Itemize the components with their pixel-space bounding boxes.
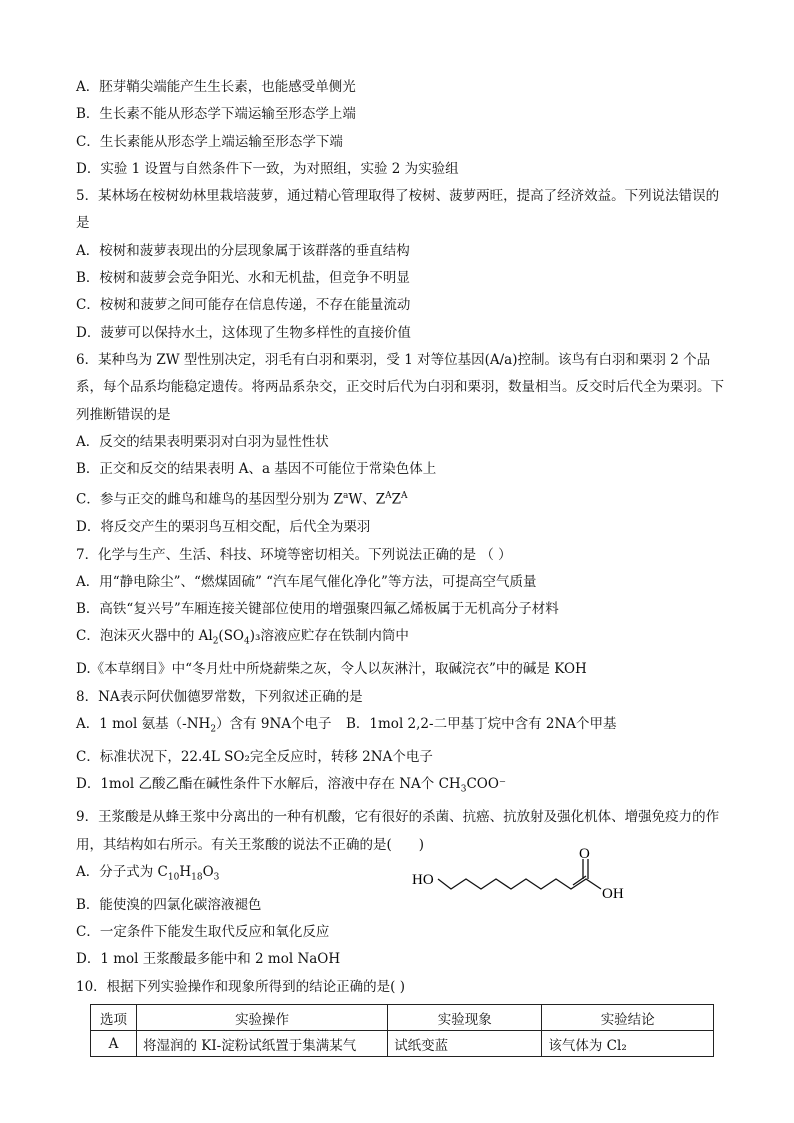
question-8: 8．NA表示阿伏伽德罗常数，下列叙述正确的是 bbox=[76, 688, 363, 705]
header-conclusion: 实验结论 bbox=[542, 1005, 714, 1031]
table-header-row bbox=[91, 1005, 714, 1031]
row-option: A bbox=[91, 1031, 137, 1057]
q6-option-d: D．将反交产生的栗羽鸟互相交配，后代全为栗羽 bbox=[76, 519, 371, 536]
header-option: 选项 bbox=[91, 1005, 137, 1031]
q5-option-d: D．菠萝可以保持水土，这体现了生物多样性的直接价值 bbox=[76, 324, 411, 341]
q7-option-d: D.《本草纲目》中“冬月灶中所烧薪柴之灰，令人以灰淋汁，取碱浣衣”中的碱是 KOH bbox=[76, 661, 587, 678]
ho-label: HO bbox=[412, 872, 434, 889]
q4-option-b: B．生长素不能从形态学下端运输至形态学上端 bbox=[76, 106, 356, 123]
q5-option-c: C．桉树和菠萝之间可能存在信息传递，不存在能量流动 bbox=[76, 297, 411, 314]
q5-option-a: A．桉树和菠萝表现出的分层现象属于该群落的垂直结构 bbox=[76, 242, 410, 259]
carbon-chain bbox=[438, 879, 601, 889]
q8-option-a: A．1 mol 氨基$(-NH_2)$含有 9NA个电子 bbox=[76, 716, 332, 735]
question-9: 9．王浆酸是从蜂王浆中分离出的一种有机酸，它有很好的杀菌、抗癌、抗放射及强化机体、增强免疫力的作用，其结构如右所示。有关王浆酸的说法不正确的是( ) bbox=[76, 809, 720, 853]
question-9-block bbox=[76, 804, 726, 973]
royal-jelly-acid-structure bbox=[410, 848, 638, 910]
question-5: 5．某林场在桉树幼林里栽培菠萝，通过精心管理取得了桉树、菠萝两旺，提高了经济效益。下列说法错误的是 bbox=[76, 188, 720, 232]
row-conclusion: 该气体为 Cl₂ bbox=[542, 1031, 714, 1057]
q7-option-c: C．泡沫灭火器中的 $Al_2(SO_4)_3$溶液应贮存在铁制内筒中 bbox=[76, 628, 409, 648]
header-operation: 实验操作 bbox=[136, 1005, 387, 1031]
q9-option-b: B．能使溴的四氯化碳溶液褪色 bbox=[76, 896, 262, 913]
q9-option-a: A．分子式为 $C_{10}H_{18}O_3$ bbox=[76, 863, 220, 883]
question-7: 7．化学与生产、生活、科技、环境等密切相关。下列说法正确的是 （ ） bbox=[76, 546, 512, 563]
q7-option-b: B．高铁“复兴号”车厢连接关键部位使用的增强聚四氟乙烯板属于无机高分子材料 bbox=[76, 601, 559, 618]
exam-page bbox=[76, 74, 726, 1057]
q8-option-b: B．1mol 2,2-二甲基丁烷中含有 2NA个甲基 bbox=[346, 716, 617, 733]
q7-option-a: A．用“静电除尘”、“燃煤固硫” “汽车尾气催化净化”等方法，可提高空气质量 bbox=[76, 573, 537, 590]
q6-option-b: B．正交和反交的结果表明 A、a 基因不可能位于常染色体上 bbox=[76, 461, 437, 478]
row-phenomenon: 试纸变蓝 bbox=[388, 1031, 542, 1057]
question-10: 10．根据下列实验操作和现象所得到的结论正确的是( ) bbox=[76, 978, 406, 995]
q9-option-d: D．1 mol 王浆酸最多能中和 2 mol NaOH bbox=[76, 951, 341, 968]
q8-option-d: D．1mol 乙酸乙酯在碱性条件下水解后，溶液中存在 NA个 $CH_3COO^-$ bbox=[76, 776, 507, 795]
experiment-table bbox=[90, 1004, 714, 1057]
q9-option-c: C．一定条件下能发生取代反应和氧化反应 bbox=[76, 924, 330, 941]
q4-option-c: C．生长素能从形态学上端运输至形态学下端 bbox=[76, 133, 343, 150]
row-operation: 将湿润的 KI-淀粉试纸置于集满某气 bbox=[136, 1031, 387, 1057]
q4-option-a: A．胚芽鞘尖端能产生生长素，也能感受单侧光 bbox=[76, 79, 356, 95]
q8-option-c: C．标准状况下，22.4L SO₂完全反应时，转移 2NA个电子 bbox=[76, 749, 433, 765]
q8-options-ab bbox=[76, 711, 726, 744]
q4-option-d: D．实验 1 设置与自然条件下一致，为对照组，实验 2 为实验组 bbox=[76, 160, 459, 177]
question-6: 6．某种鸟为 ZW 型性别决定，羽毛有白羽和栗羽，受 1 对等位基因(A/a)控制。该鸟有白羽和栗羽 2 个品系，每个品系均能稳定遗传。将两品系杂交，正交时后代为白羽和栗羽，数量相当。反交时后代全为栗羽。下列推断错误的是 bbox=[76, 351, 724, 423]
oh-label: OH bbox=[602, 886, 624, 903]
q6-option-a: A．反交的结果表明栗羽对白羽为显性性状 bbox=[76, 433, 329, 450]
q5-option-b: B．桉树和菠萝会竞争阳光、水和无机盐，但竞争不明显 bbox=[76, 270, 410, 287]
carbonyl-o-label: O bbox=[579, 848, 590, 863]
table-row bbox=[91, 1031, 714, 1057]
header-phenomenon: 实验现象 bbox=[388, 1005, 542, 1031]
q6-option-c: C．参与正交的雌鸟和雄鸟的基因型分别为 $Z^aW$、$Z^AZ^A$ bbox=[76, 491, 408, 508]
